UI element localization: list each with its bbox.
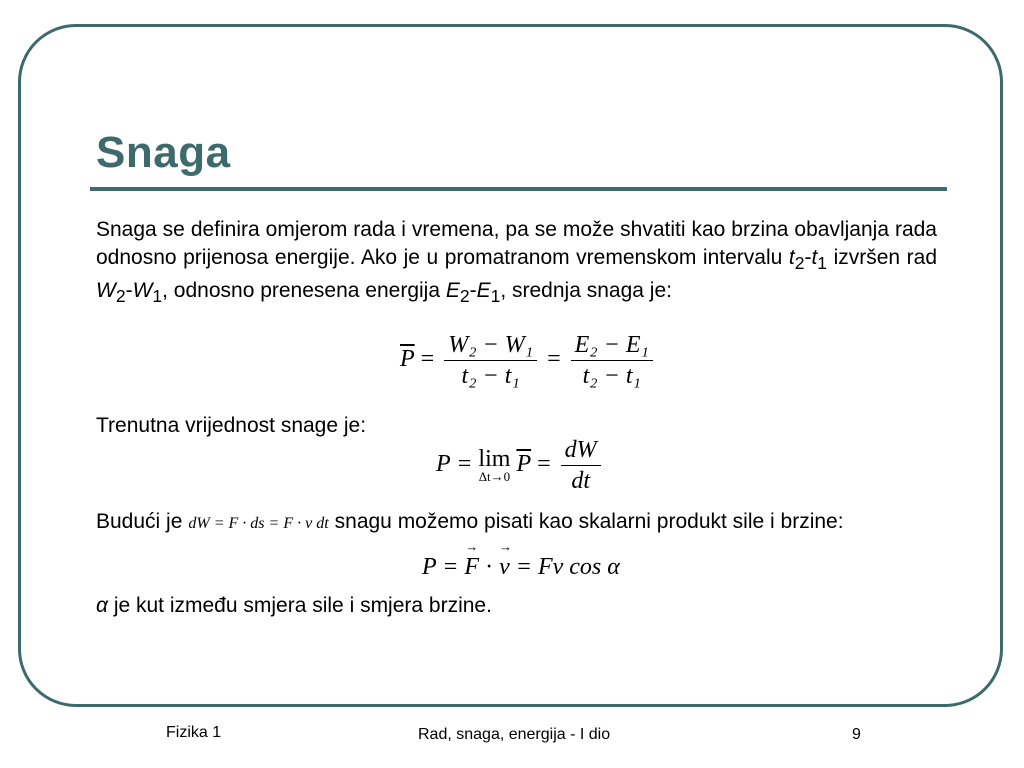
power-vector-equation xyxy=(422,554,620,581)
footer-course: Fizika 1 xyxy=(166,724,222,741)
intro-text-a: Snaga se definira omjerom rada i vremena, pa se može shvatiti kao brzina obavljanja rada odnosno prijenosa energije. Ako je u promatranom vremenskom intervalu xyxy=(96,218,937,269)
var-t1: t xyxy=(811,246,818,269)
var-e2: E xyxy=(445,279,460,303)
var-w1: W xyxy=(132,279,153,303)
footer-topic: Rad, snaga, energija - I dio xyxy=(418,726,611,743)
angle-text: je kut između smjera sile i smjera brzine. xyxy=(107,594,492,617)
para3-text-a: Budući je xyxy=(96,510,183,533)
var-t2: t xyxy=(788,246,795,269)
dash-3: - xyxy=(469,279,477,303)
eq3-rhs: = Fv cos α xyxy=(509,554,620,580)
eq1-fraction-energy xyxy=(571,330,653,391)
slide-title: Snaga xyxy=(96,128,231,177)
footer-page-number: 9 xyxy=(852,726,861,743)
eq2-lim-text: lim xyxy=(478,445,511,472)
eq3-dot: · xyxy=(479,554,500,580)
eq2-num: dW xyxy=(561,435,601,466)
eq2-fraction xyxy=(561,435,601,496)
var-w2-sub: 2 xyxy=(115,286,126,307)
eq1-lhs: $\overline{P}$ xyxy=(400,346,415,373)
eq2-lim-under: Δt→0 xyxy=(478,468,511,484)
var-w2: W xyxy=(96,279,116,303)
eq2-den: dt xyxy=(571,468,590,494)
var-e2-sub: 2 xyxy=(459,286,470,307)
eq2-pbar: $\overline{P}$ xyxy=(516,451,532,478)
inline-work-equation: dW = F · ds = F · v dt xyxy=(188,515,329,532)
intro-text-b: izvršen rad xyxy=(827,246,937,269)
dash-1: - xyxy=(804,246,812,269)
intro-text-c: , odnosno prenesena energija xyxy=(162,279,446,303)
eq1-num-energy: E₂ − E₁ xyxy=(571,330,653,361)
eq1-fraction-work xyxy=(444,330,537,391)
instant-power-equation: P = lim Δt→0 $\overline{P}$ = $\frac{dW}{dt}$ xyxy=(436,435,605,496)
title-divider xyxy=(90,187,947,191)
intro-paragraph xyxy=(96,216,937,310)
dot-product-paragraph xyxy=(96,508,937,538)
var-e1-sub: 1 xyxy=(490,286,501,307)
var-t1-sub: 1 xyxy=(817,253,828,274)
eq1-num-work: W₂ − W₁ xyxy=(444,330,537,361)
eq1-den-time: t₂ − t₁ xyxy=(461,363,520,389)
var-w1-sub: 1 xyxy=(152,286,163,307)
var-e1: E xyxy=(476,279,491,303)
eq3-force-vector: → F xyxy=(464,554,479,581)
eq2-limit xyxy=(478,445,511,484)
dash-2: - xyxy=(125,279,133,303)
var-t2-sub: 2 xyxy=(794,253,805,274)
intro-text-d: , srednja snaga je: xyxy=(500,279,672,303)
eq1-den-time2: t₂ − t₁ xyxy=(582,363,641,389)
instant-power-label: Trenutna vrijednost snage je: xyxy=(96,414,367,437)
para3-text-b: snagu možemo pisati kao skalarni produkt sile i brzine: xyxy=(334,510,844,533)
eq3-velocity-vector: → v xyxy=(499,554,510,581)
average-power-equation: $\overline{P}$ = $\frac{\text{W₂ − W₁}}{\text{t₂ − t₁}}$ = $\frac{\text{E₂ − E₁}}{\text{t₂ − t₁}}$ xyxy=(400,330,657,391)
alpha-symbol: α xyxy=(96,594,108,617)
eq3-lhs: P = xyxy=(422,554,465,580)
angle-paragraph xyxy=(96,592,937,620)
eq2-lhs: P = xyxy=(436,451,479,478)
